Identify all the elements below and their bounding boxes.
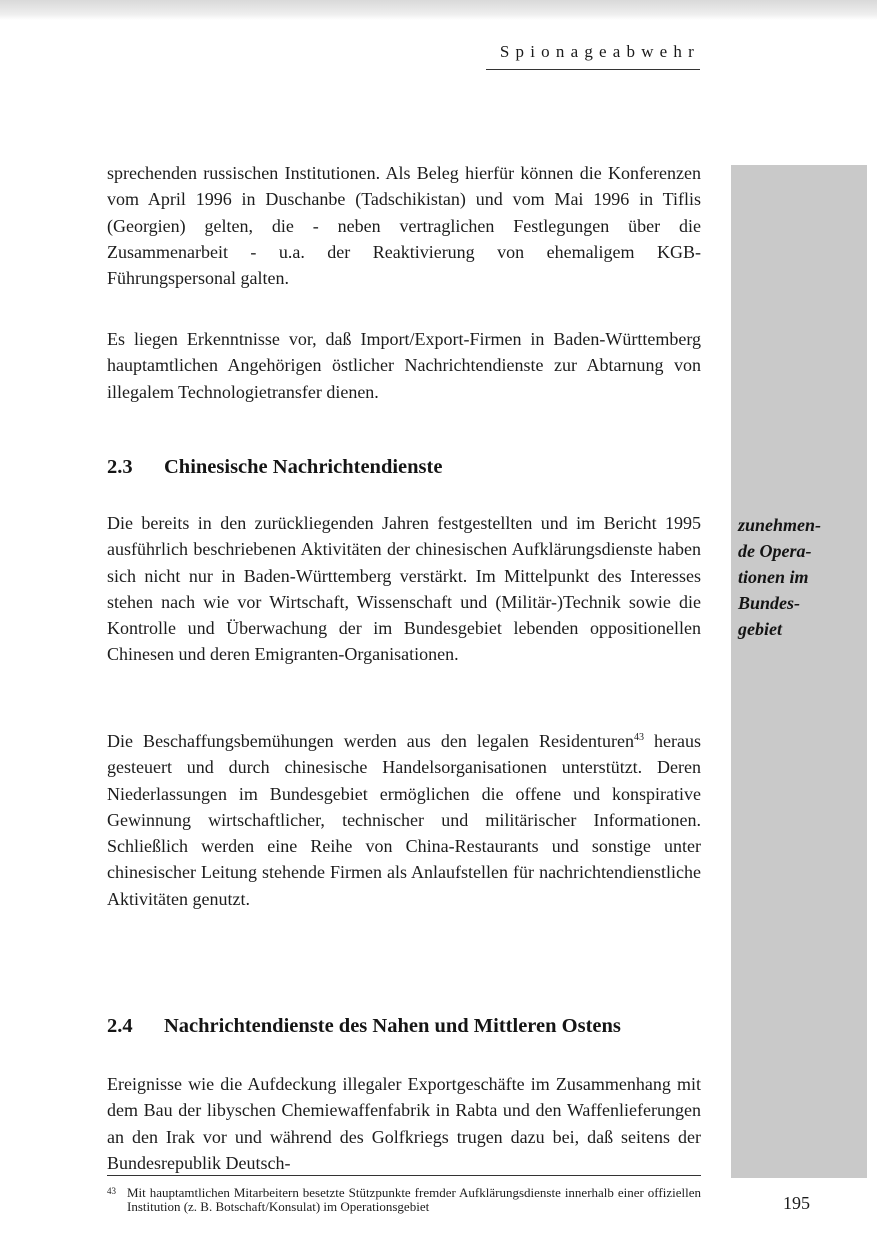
margin-note-line: tionen im [738,567,809,587]
paragraph: Es liegen Erkenntnisse vor, daß Import/Export-Firmen in Baden-Württemberg hauptamtlichen Angehörigen östlicher Nachrichtendienste zur Abtarnung von illegalem Technologietransfer dienen. [107,329,701,402]
running-header: Spionageabwehr [499,42,700,61]
section-number: 2.4 [107,1015,133,1037]
paragraph: Die bereits in den zurückliegenden Jahren festgestellten und im Bericht 1995 ausführlich beschriebenen Aktivitäten der chinesischen Aufklärungsdienste haben sich nicht nur in Baden-Württemberg verstärkt. Im Mittelpunkt des Interesses stehen nach wie vor Wirtschaft, Wissenschaft und (Militär-)Technik sowie die Kontrolle und Überwachung der im Bundesgebiet lebenden oppositionellen Chinesen und deren Emigranten-Organisationen. [107,513,701,665]
paragraph: sprechenden russischen Institutionen. Als Beleg hierfür können die Konferenzen vom April 1996 in Duschanbe (Tadschikistan) und vom Mai 1996 in Tiflis (Georgien) gelten, die - neben vertraglichen Festlegungen über die Zusammenarbeit - u.a. der Reaktivierung von ehemaligem KGB-Führungspersonal galten. [107,163,701,289]
margin-note [738,512,866,642]
margin-note-line: gebiet [738,619,782,639]
scan-top-edge [0,0,877,20]
margin-sidebar [731,165,867,1178]
margin-note-line: de Opera- [738,541,812,561]
section-title: Chinesische Nachrichtendienste [164,456,443,478]
paragraph [107,728,701,912]
paragraph-text: Die Beschaffungsbemühungen werden aus den legalen Residenturen [107,731,634,751]
footnote-mark: 43 [107,1186,116,1196]
section-number: 2.3 [107,456,133,478]
section-title: Nachrichtendienste des Nahen und Mittleren Ostens [164,1015,621,1037]
paragraph-text: heraus gesteuert und durch chinesische Handelsorganisationen unterstützt. Deren Niederlassungen im Bundesgebiet ermöglichen die offene und konspirative Gewinnung wirtschaftlicher, technischer und militärischer Informationen. Schließlich werden eine Reihe von China-Restaurants und sonstige unter chinesischer Leitung stehende Firmen als Anlaufstellen für nachrichtendienstliche Aktivitäten genutzt. [107,731,702,909]
section-heading-2-3 [107,456,747,479]
margin-note-line: Bundes- [738,593,801,613]
paragraph: Ereignisse wie die Aufdeckung illegaler Exportgeschäfte im Zusammenhang mit dem Bau der libyschen Chemiewaffenfabrik in Rabta und den Waffenlieferungen an den Irak vor und während des Golfkriegs trugen dazu bei, daß seitens der Bundesrepublik Deutsch- [107,1074,701,1173]
section-heading-2-4 [107,1015,747,1038]
page-number: 195 [783,1193,810,1213]
header-rule [486,69,700,70]
footnote-text: Mit hauptamtlichen Mitarbeitern besetzte Stützpunkte fremder Aufklärungsdienste innerhalb einer offiziellen Institution (z. B. Botschaft/Konsulat) im Operationsgebiet [127,1185,701,1214]
footnote [107,1186,701,1214]
margin-note-line: zunehmen- [738,515,822,535]
footnote-reference: 43 [633,732,644,743]
footnote-rule [107,1175,701,1176]
